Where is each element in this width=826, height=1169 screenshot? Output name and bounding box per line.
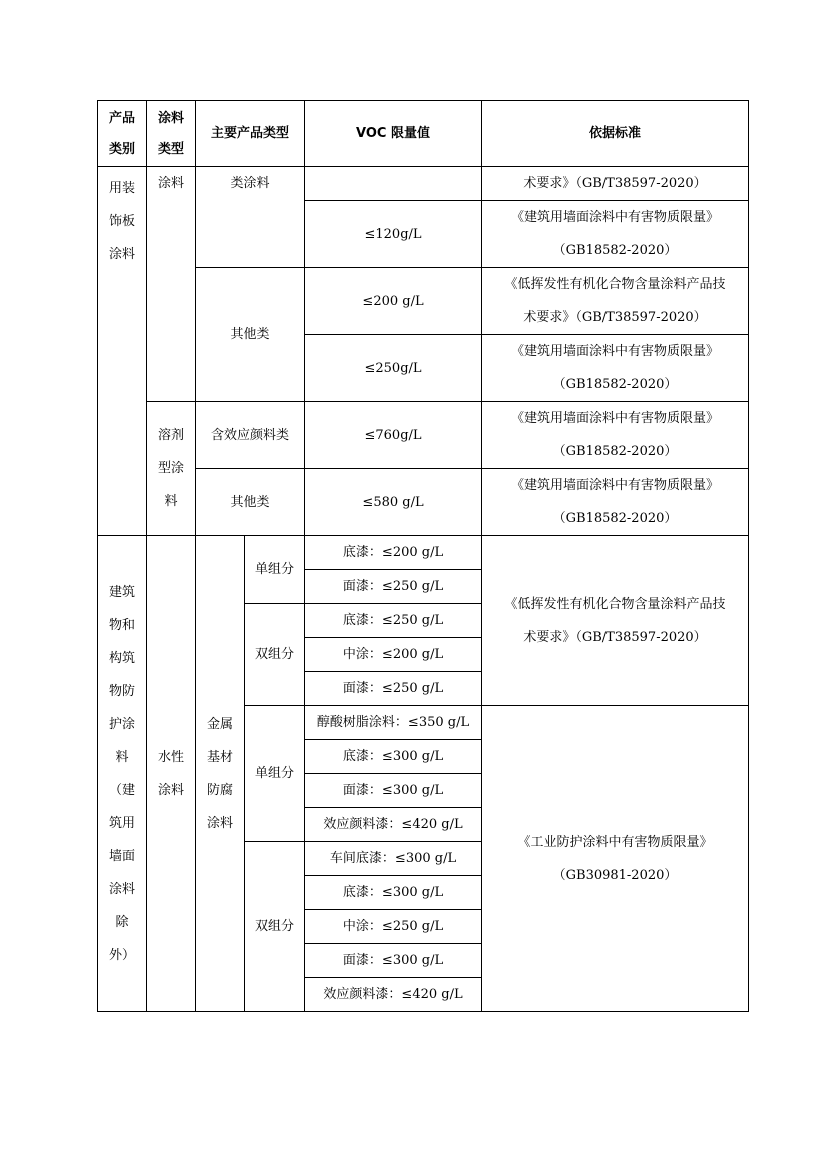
group-two-component: 双组分 <box>245 604 305 706</box>
voc-cell: 醇酸树脂涂料：≤350 g/L <box>305 706 482 740</box>
voc-cell: ≤760g/L <box>305 402 482 469</box>
table-row <box>98 469 749 536</box>
standard-cell: 《低挥发性有机化合物含量涂料产品技 术要求》（GB/T38597-2020） <box>482 536 749 706</box>
product-type-other: 其他类 <box>196 268 305 402</box>
voc-cell: 底漆：≤250 g/L <box>305 604 482 638</box>
product-type-effect-pigment: 含效应颜料类 <box>196 402 305 469</box>
standard-cell: 《建筑用墙面涂料中有害物质限量》 （GB18582-2020） <box>482 469 749 536</box>
voc-cell: 面漆：≤250 g/L <box>305 570 482 604</box>
voc-cell: 面漆：≤300 g/L <box>305 944 482 978</box>
coating-type-solvent: 溶剂 型涂 料 <box>147 402 196 536</box>
voc-cell: 中涂：≤200 g/L <box>305 638 482 672</box>
standard-cell: 《建筑用墙面涂料中有害物质限量》 （GB18582-2020） <box>482 335 749 402</box>
voc-cell: 面漆：≤300 g/L <box>305 774 482 808</box>
group-two-component: 双组分 <box>245 842 305 1012</box>
header-basis-standard: 依据标准 <box>482 101 749 167</box>
voc-cell: 底漆：≤200 g/L <box>305 536 482 570</box>
table-row <box>98 402 749 469</box>
voc-cell: 底漆：≤300 g/L <box>305 876 482 910</box>
voc-cell: ≤200 g/L <box>305 268 482 335</box>
header-coating-type: 涂料 类型 <box>147 101 196 167</box>
coating-type-water: 水性 涂料 <box>147 536 196 1012</box>
category-decorative-board-coating: 用装 饰板 涂料 <box>98 167 147 536</box>
voc-cell: 底漆：≤300 g/L <box>305 740 482 774</box>
voc-cell: ≤250g/L <box>305 335 482 402</box>
header-main-product-type: 主要产品类型 <box>196 101 305 167</box>
product-type-a: 类涂料 <box>196 167 305 268</box>
voc-cell: 效应颜料漆：≤420 g/L <box>305 978 482 1012</box>
voc-cell: 中涂：≤250 g/L <box>305 910 482 944</box>
voc-cell-empty <box>305 167 482 201</box>
product-type-other: 其他类 <box>196 469 305 536</box>
voc-limits-table <box>97 100 749 1012</box>
table-row <box>98 167 749 201</box>
group-single-component: 单组分 <box>245 536 305 604</box>
group-single-component: 单组分 <box>245 706 305 842</box>
standard-cell: 《低挥发性有机化合物含量涂料产品技 术要求》（GB/T38597-2020） <box>482 268 749 335</box>
header-row <box>98 101 749 167</box>
voc-cell: ≤580 g/L <box>305 469 482 536</box>
category-protective-coating: 建筑 物和 构筑 物防 护涂 料 （建 筑用 墙面 涂料 除 外） <box>98 536 147 1012</box>
header-product-category: 产品 类别 <box>98 101 147 167</box>
standard-cell: 《工业防护涂料中有害物质限量》 （GB30981-2020） <box>482 706 749 1012</box>
voc-cell: ≤120g/L <box>305 201 482 268</box>
standard-cell: 《建筑用墙面涂料中有害物质限量》 （GB18582-2020） <box>482 402 749 469</box>
header-voc-limit: VOC 限量值 <box>305 101 482 167</box>
standard-cell: 术要求》（GB/T38597-2020） <box>482 167 749 201</box>
standard-cell: 《建筑用墙面涂料中有害物质限量》 （GB18582-2020） <box>482 201 749 268</box>
table-row <box>98 268 749 335</box>
table-row <box>98 536 749 570</box>
coating-type-water: 涂料 <box>147 167 196 402</box>
voc-cell: 效应颜料漆：≤420 g/L <box>305 808 482 842</box>
voc-cell: 面漆：≤250 g/L <box>305 672 482 706</box>
substrate-metal-anticorrosion: 金属 基材 防腐 涂料 <box>196 536 245 1012</box>
voc-cell: 车间底漆：≤300 g/L <box>305 842 482 876</box>
